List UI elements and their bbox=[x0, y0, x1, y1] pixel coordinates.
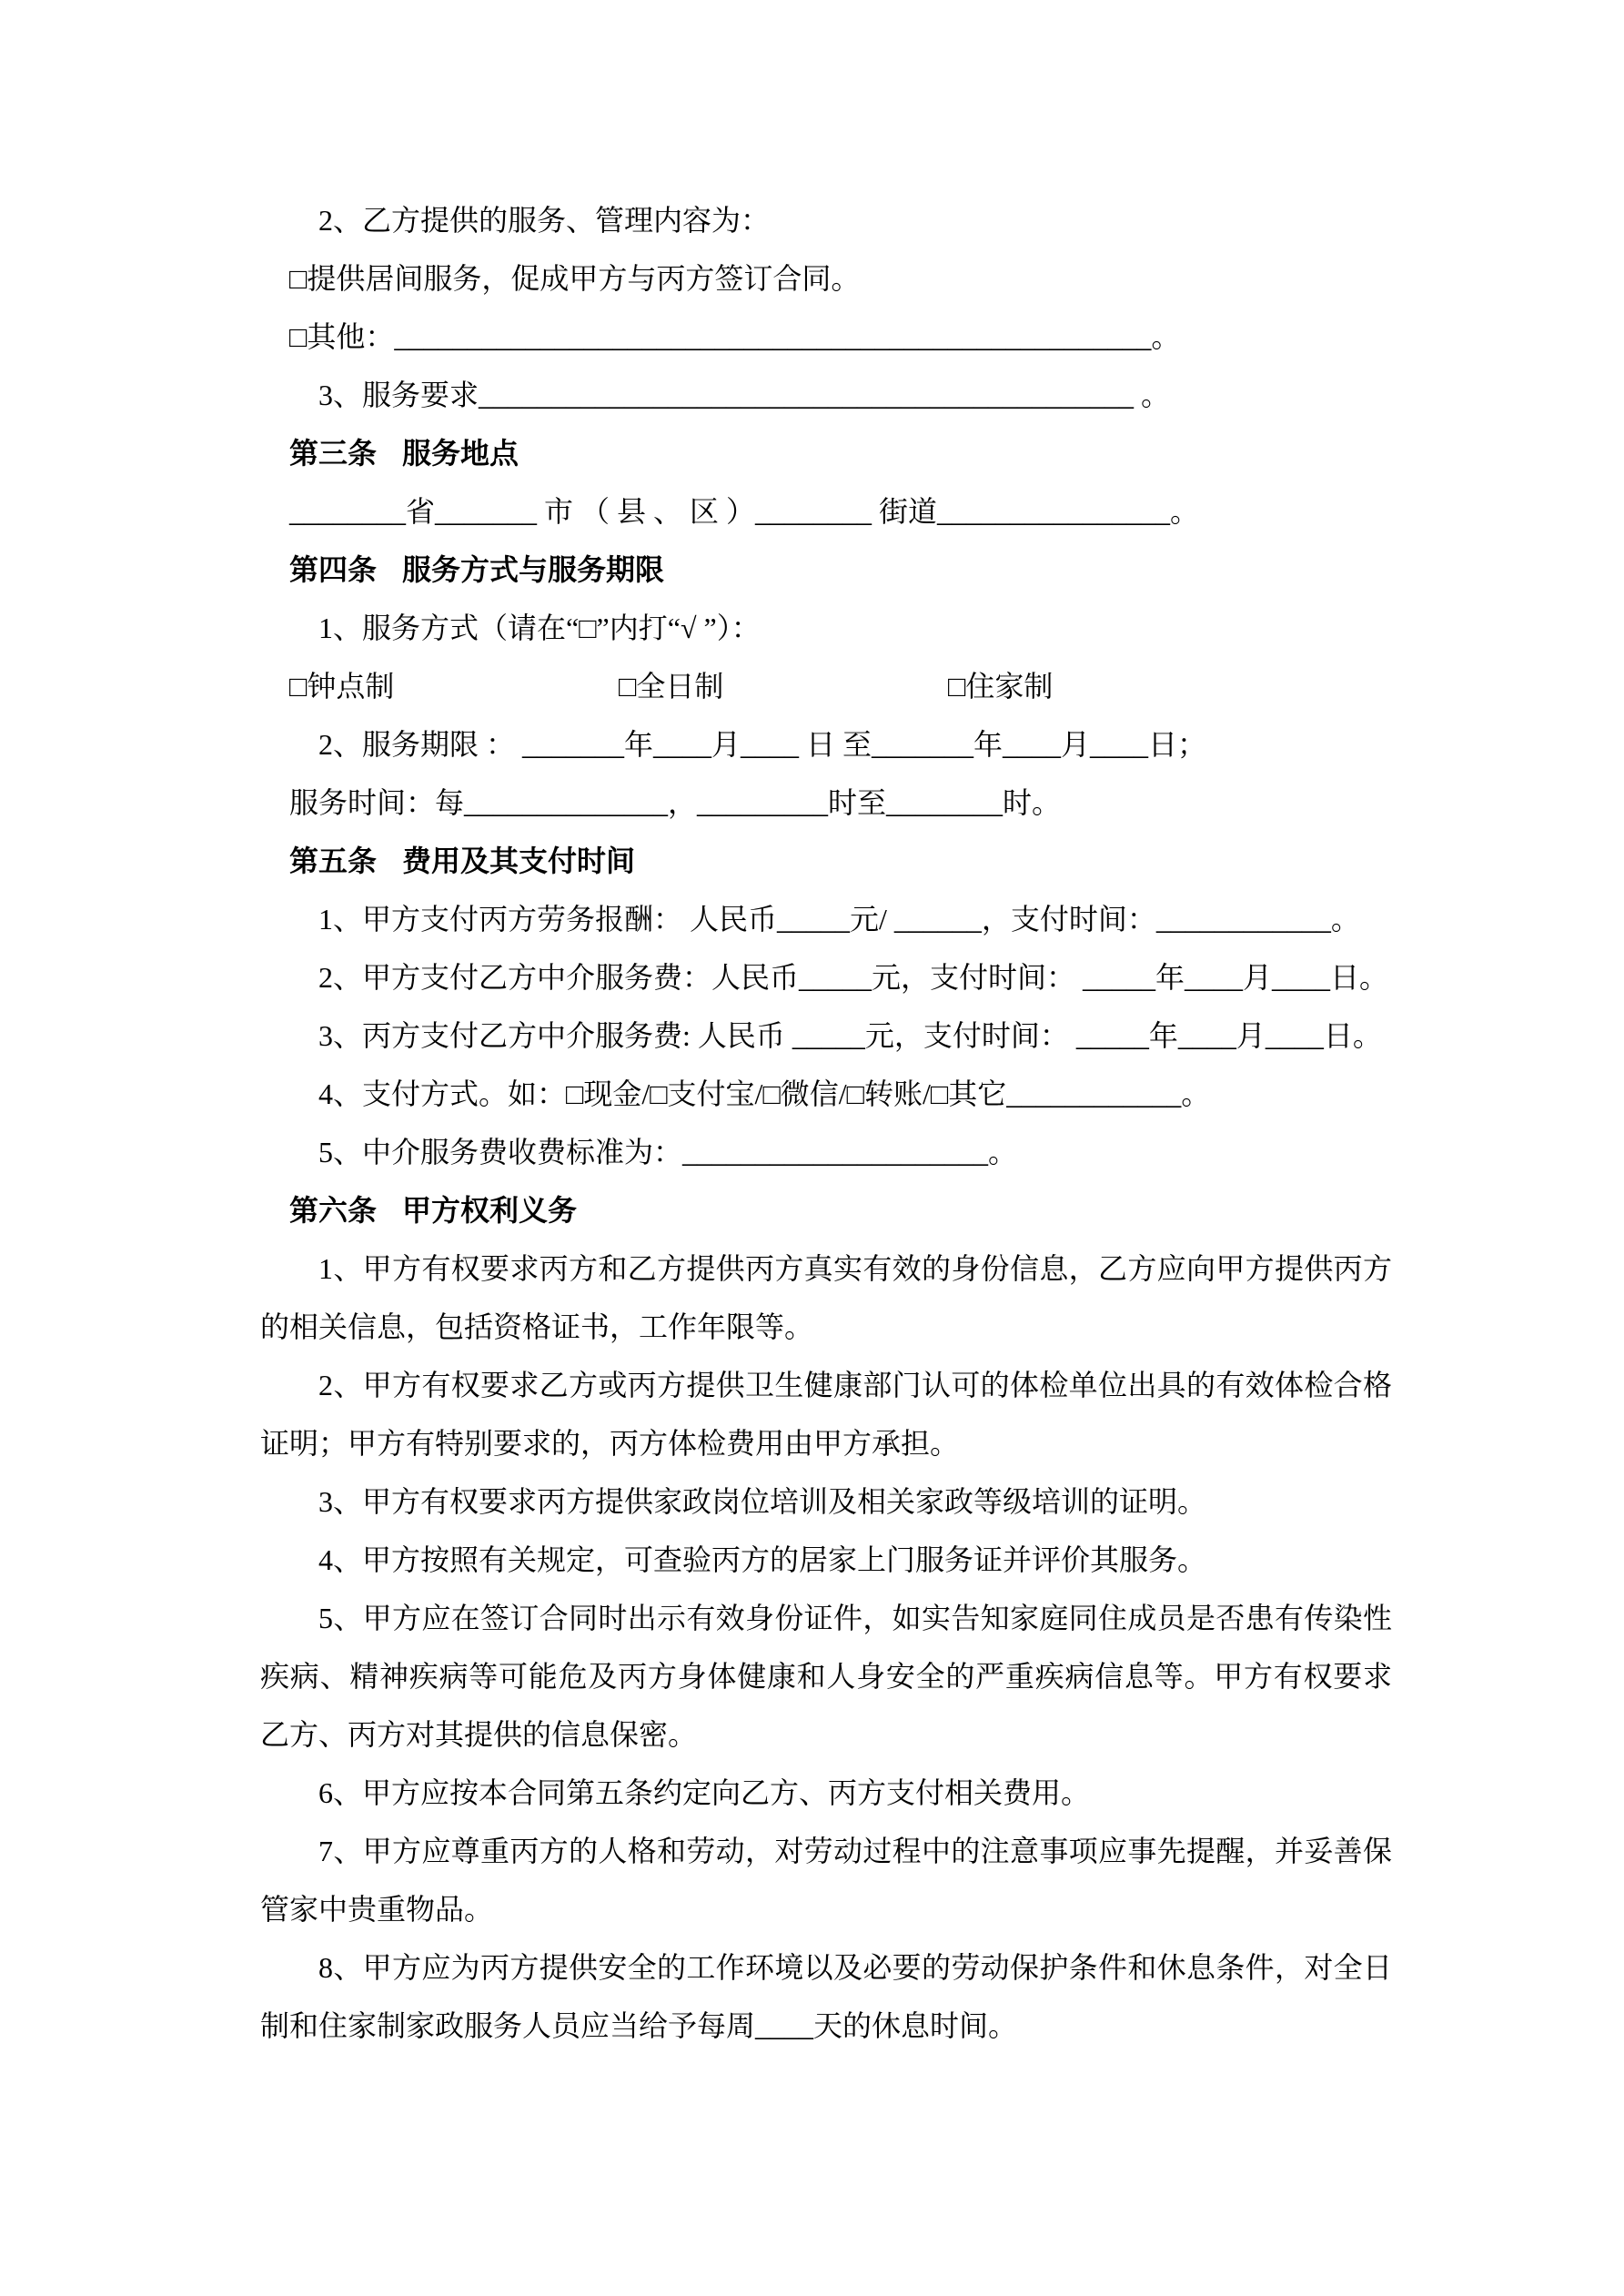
service-mode-options-row bbox=[260, 657, 1392, 715]
service-time-blank: 服务时间：每______________，_________时至________时。 bbox=[289, 786, 1062, 819]
fee-item-5: 5、中介服务费收费标准为：_____________________。 bbox=[318, 1136, 1018, 1168]
clause-5-number: 第五条 bbox=[289, 845, 378, 877]
checkbox-fulltime-option[interactable]: □全日制 bbox=[619, 670, 724, 703]
clause-4-title: 服务方式与服务期限 bbox=[402, 553, 665, 586]
service-content-intro: 2、乙方提供的服务、管理内容为： bbox=[318, 204, 771, 237]
clause-heading-5 bbox=[260, 832, 1392, 890]
party-a-right-8: 8、甲方应为丙方提供安全的工作环境以及必要的劳动保护条件和休息条件，对全日制和住家制家政服务人员应当给予每周____天的休息时间。 bbox=[260, 1951, 1392, 2042]
fee-item-4-payment-methods: 4、支付方式。如：□现金/□支付宝/□微信/□转账/□其它____________。 bbox=[318, 1077, 1211, 1110]
service-location-blank: ________省_______ 市 （ 县 、 区 ）________ 街道________________。 bbox=[289, 495, 1200, 528]
service-requirement-blank: 3、服务要求_____________________________________________ 。 bbox=[318, 379, 1171, 411]
service-mode-intro: 1、服务方式（请在“□”内打“√ ”）： bbox=[318, 612, 761, 644]
clause-heading-3 bbox=[260, 424, 1392, 482]
service-term-blank: 2、服务期限 ： _______年____月____ 日 至_______年____月____日； bbox=[318, 728, 1207, 761]
clause-heading-6 bbox=[260, 1181, 1392, 1239]
party-a-right-4: 4、甲方按照有关规定，可查验丙方的居家上门服务证并评价其服务。 bbox=[318, 1543, 1207, 1576]
clause-heading-4 bbox=[260, 541, 1392, 599]
fee-item-2: 2、甲方支付乙方中介服务费：人民币_____元，支付时间： _____年____月____日。 bbox=[318, 961, 1389, 994]
clause-3-number: 第三条 bbox=[289, 437, 378, 470]
party-a-right-6: 6、甲方应按本合同第五条约定向乙方、丙方支付相关费用。 bbox=[318, 1776, 1091, 1809]
fee-item-3: 3、丙方支付乙方中介服务费: 人民币 _____元，支付时间： _____年____月____日。 bbox=[318, 1019, 1382, 1052]
checkbox-hourly-option[interactable]: □钟点制 bbox=[289, 670, 395, 703]
party-a-right-5: 5、甲方应在签订合同时出示有效身份证件，如实告知家庭同住成员是否患有传染性疾病、精神疾病等可能危及丙方身体健康和人身安全的严重疾病信息等。甲方有权要求乙方、丙方对其提供的信息保密。 bbox=[260, 1602, 1392, 1751]
party-a-right-2: 2、甲方有权要求乙方或丙方提供卫生健康部门认可的体检单位出具的有效体检合格证明；甲方有特别要求的，丙方体检费用由甲方承担。 bbox=[260, 1369, 1392, 1460]
clause-3-title: 服务地点 bbox=[402, 437, 519, 470]
party-a-right-3: 3、甲方有权要求丙方提供家政岗位培训及相关家政等级培训的证明。 bbox=[318, 1485, 1207, 1518]
service-option-agency: □提供居间服务，促成甲方与丙方签订合同。 bbox=[289, 262, 861, 295]
party-a-right-1: 1、甲方有权要求丙方和乙方提供丙方真实有效的身份信息，乙方应向甲方提供丙方的相关信息，包括资格证书，工作年限等。 bbox=[260, 1252, 1392, 1343]
fee-item-1: 1、甲方支付丙方劳务报酬： 人民币_____元/ ______，支付时间：____________。 bbox=[318, 903, 1360, 936]
clause-6-number: 第六条 bbox=[289, 1194, 378, 1227]
clause-4-number: 第四条 bbox=[289, 553, 378, 586]
service-option-other-blank: □其他：____________________________________________________。 bbox=[289, 320, 1181, 353]
party-a-right-7: 7、甲方应尊重丙方的人格和劳动，对劳动过程中的注意事项应事先提醒，并妥善保管家中贵重物品。 bbox=[260, 1835, 1392, 1926]
checkbox-livein-option[interactable]: □住家制 bbox=[948, 670, 1054, 703]
clause-6-title: 甲方权利义务 bbox=[402, 1194, 578, 1227]
clause-5-title: 费用及其支付时间 bbox=[402, 845, 636, 877]
